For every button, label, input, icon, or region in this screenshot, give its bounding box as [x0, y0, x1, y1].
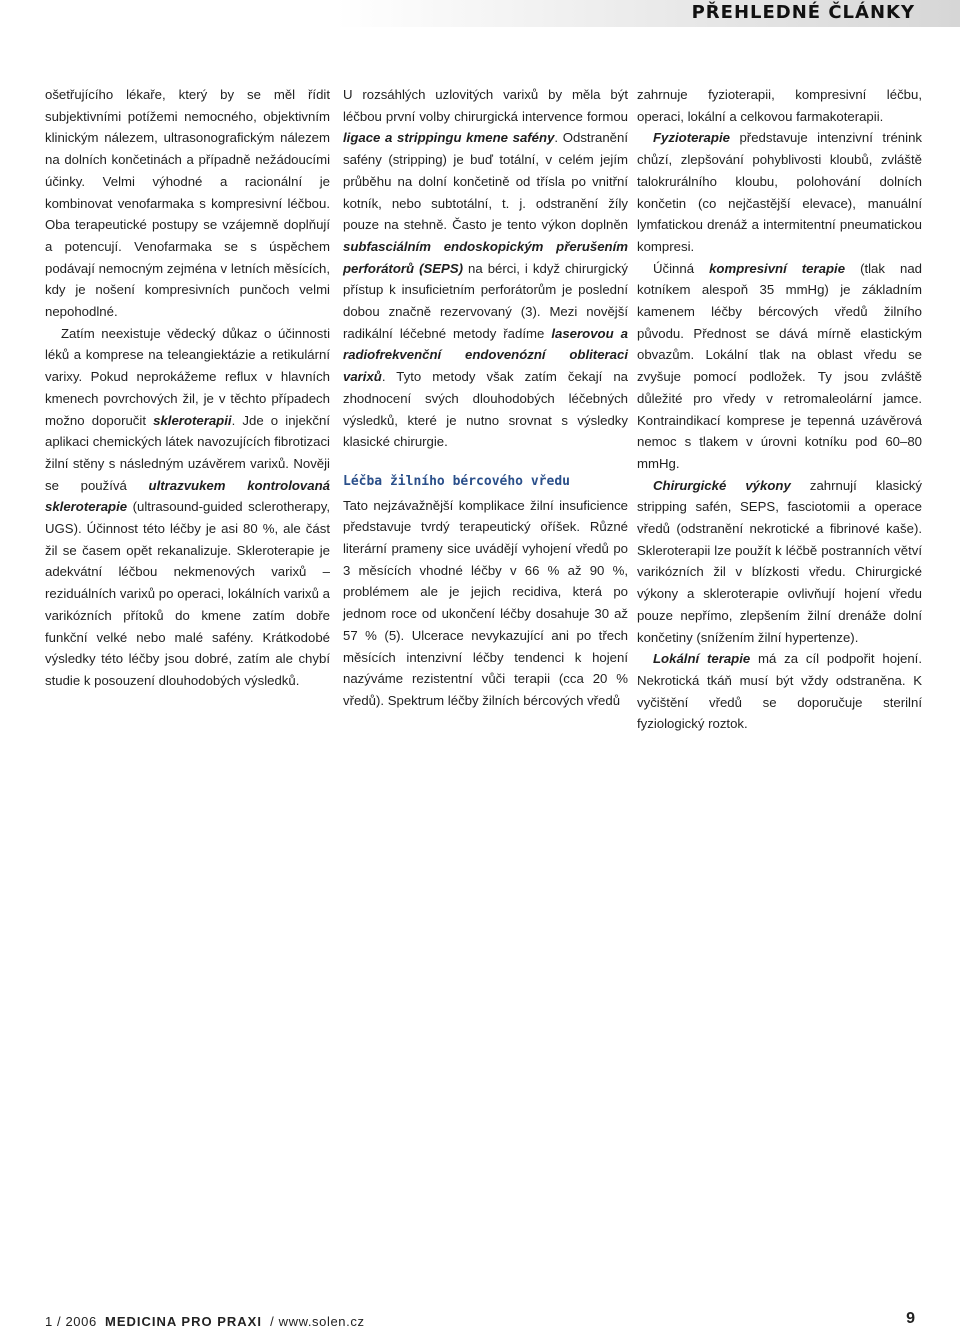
text-run: má za cíl podpořit hojení. Nekrotická tkáň musí být vždy odstraněna. K vyčištění vředů se doporučuje sterilní fyziologický roztok. — [637, 651, 922, 732]
text-run: zahrnuje fyzioterapii, kompresivní léčbu, operaci, lokální a celkovou farmakoterapii. — [637, 87, 922, 124]
paragraph — [637, 648, 922, 735]
emphasis-text: Fyzioterapie — [653, 130, 730, 146]
paragraph — [637, 84, 922, 127]
paragraph — [637, 258, 922, 475]
page-number: 9 — [906, 1310, 915, 1327]
section-title: PŘEHLEDNÉ ČLÁNKY — [691, 2, 915, 23]
column-2-top — [343, 84, 628, 453]
text-run: ošetřujícího lékaře, který by se měl řídit subjektivními potížemi nemocného, objektivním klinickým nálezem, ultrasonografickým nálezem na dolních končetinách a případně nežádoucími účinky. Velmi výhodné a racionální je kombinovat venofarmaka s kompresivní léčbou. Oba terapeutické postupy se vzájemně doplňují a potencují. Venofarmaka se s úspěchem podávají nemocným zejména v letních měsících, kdy je nošení kompresivních punčoch velmi nepohodlné. — [45, 87, 330, 320]
paragraph — [343, 84, 628, 453]
emphasis-text: Chirurgické výkony — [653, 477, 791, 493]
paragraph — [637, 127, 922, 257]
footer — [45, 1314, 365, 1329]
emphasis-text: ultrazvukem kontrolovaná skleroterapie — [45, 477, 330, 515]
emphasis-text: Lokální terapie — [653, 651, 751, 667]
emphasis-text: subfasciálním endoskopickým přerušením perforátorů (SEPS) — [343, 238, 628, 276]
column-3 — [637, 84, 922, 735]
footer-journal: MEDICINA PRO PRAXI — [105, 1314, 262, 1329]
footer-separator: / — [270, 1314, 275, 1329]
column-2 — [343, 84, 628, 712]
paragraph — [45, 323, 330, 692]
paragraph — [637, 475, 922, 649]
column-1 — [45, 84, 330, 692]
column-2-bottom — [343, 495, 628, 712]
emphasis-text: laserovou a radiofrekvenční endovenózní obliteraci varixů — [343, 325, 628, 385]
paragraph — [343, 495, 628, 712]
text-run: . Tyto metody však zatím čekají na zhodnocení svých dlouhodobých léčebných výsledků, které je nutno srovnat s výsledky klasické chirurgie. — [343, 369, 628, 450]
text-run: . Odstranění safény (stripping) je buď totální, v celém jejím průběhu na dolní končetině od třísla po vnitřní kotník, nebo subtotální, t. j. odstranění žíly pouze na stehně. Často je tento výkon doplněn — [343, 130, 628, 233]
emphasis-text: skleroterapii — [153, 412, 232, 428]
text-run: Tato nejzávažnější komplikace žilní insuficience představuje tvrdý terapeutický oříšek. Různé literární prameny sice uvádějí vyhojení vředů po 3 měsících vhodné léčby v 66 % až 90 %, problémem ale je jejich recidiva, která po jednom roce od ukončení léčby dosahuje 30 až 57 % (5). Ulcerace nevykazující ani po třech měsících intenzivní léčby tendenci k hojení nazýváme rezistentní vůči terapii (cca 20 % vředů). Spektrum léčby žilních bércových vředů — [343, 497, 628, 708]
emphasis-text: kompresivní terapie — [709, 260, 846, 276]
footer-url[interactable]: www.solen.cz — [278, 1314, 365, 1329]
section-heading: Léčba žilního bércového vředu — [343, 473, 570, 489]
text-run: U rozsáhlých uzlovitých varixů by měla být léčbou první volby chirurgická intervence formou — [343, 87, 628, 124]
paragraph — [45, 84, 330, 323]
text-run: na bérci, i když chirurgický přístup k insuficietním perforátorům je poslední dobou značně rezervovaný (3). Mezi novější radikální léčebné metody řadíme — [343, 260, 628, 341]
text-run: představuje intenzivní trénink chůzí, zlepšování pohyblivosti kloubů, zvláště talokrurálního kloubu, polohování dolních končetin (co nejčastější elevace), manuální lymfatickou drenáž a intermitentní pneumatickou kompresi. — [637, 130, 922, 254]
text-run: . Jde o injekční aplikaci chemických látek navozujících fibrotizaci žilní stěny s následným uzávěrem varixů. Nověji se používá — [45, 412, 330, 493]
emphasis-text: ligace a strippingu kmene safény — [343, 130, 555, 146]
text-run: Zatím neexistuje vědecký důkaz o účinnosti léků a komprese na teleangiektázie a retikulární varixy. Pokud neprokážeme reflux v hlavních kmenech povrchových žil, je v těchto případech možno doporučit — [45, 325, 330, 428]
text-run: Účinná — [653, 260, 710, 276]
text-run: (ultrasound-guided sclerotherapy, UGS). Účinnost této léčby je asi 80 %, ale část žil se časem opět rekanalizuje. Skleroterapie je adekvátní léčbou nekmenových varixů – reziduálních varixů po operaci, lokálních varixů a varikózních přítoků do kmene zatím dobře funkční velké nebo malé safény. Krátkodobé výsledky této léčby jsou dobré, zatím ale chybí studie k posouzení dlouhodobých výsledků. — [45, 499, 330, 688]
text-run: (tlak nad kotníkem alespoň 35 mmHg) je základním kamenem léčby bércových vředů žilního původu. Přednost se dává mírně elastickým obvazům. Lokální tlak na oblast vředu se zvyšuje pomocí podložek. Ty jsou zvláště důležité pro vředy v retromaleolární jamce. Kontraindikací komprese je tepenná uzávěrová nemoc s tlakem v úrovni kotníku pod 60–80 mmHg. — [637, 260, 923, 471]
text-run: zahrnují klasický stripping safén, SEPS, fasciotomii a operace vředů (odstranění nekrotické a fibrinové kaše). Skleroterapii lze použít k léčbě postranních větví varikózních žil v blízkosti vředu. Chirurgické výkony a skleroterapie ovlivňují hojení vředu pouze nepřímo, zlepšením žilní drenáže dolní končetiny (snížením žilní hypertenze). — [637, 477, 922, 645]
footer-issue: 1 / 2006 — [45, 1314, 97, 1329]
header-bar — [0, 0, 960, 27]
